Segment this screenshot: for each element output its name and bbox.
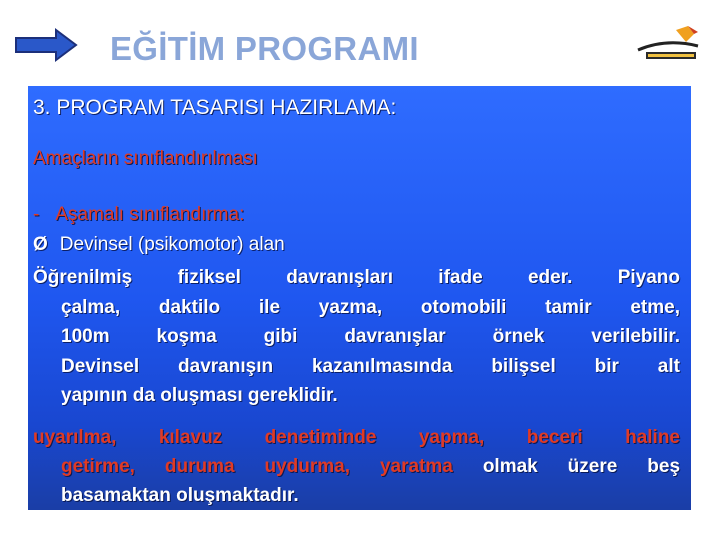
page-title: EĞİTİM PROGRAMI [110,30,419,67]
stages-white-text: olmak üzere beş [452,456,681,477]
stages-paragraph [33,423,680,510]
paragraph-line: Devinsel davranışın kazanılmasında bilişsel bir alt [61,355,680,377]
stages-line: uyarılma, kılavuz denetiminde yapma, beceri haline [33,427,680,448]
stages-line: basamaktan oluşmaktadır. [61,485,299,506]
bullet-arrow-icon: Ø [33,234,48,255]
paragraph-line: Öğrenilmiş fiziksel davranışları ifade eder. Piyano [33,267,680,288]
right-arrow-icon [14,28,78,62]
paragraph-line: yapının da oluşması gereklidir. [61,385,338,406]
bullet-item [33,234,285,256]
paragraph-line: çalma, daktilo ile yazma, otomobili tamir etme, [61,296,680,318]
stages-red-text: getirme, duruma uydurma, yaratma [61,456,453,477]
logo-icon [636,24,706,72]
dash-label: Aşamalı sınıflandırma: [55,204,245,225]
section-heading: 3. PROGRAM TASARISI HAZIRLAMA: [33,96,397,119]
subheading: Amaçların sınıflandırılması [33,148,258,169]
paragraph-line: 100m koşma gibi davranışlar örnek verilebilir. [61,326,680,347]
dash-marker: - [33,204,40,225]
stages-line [33,452,680,481]
dash-item [33,204,244,226]
description-paragraph [33,263,680,411]
bullet-text: Devinsel (psikomotor) alan [59,234,285,255]
